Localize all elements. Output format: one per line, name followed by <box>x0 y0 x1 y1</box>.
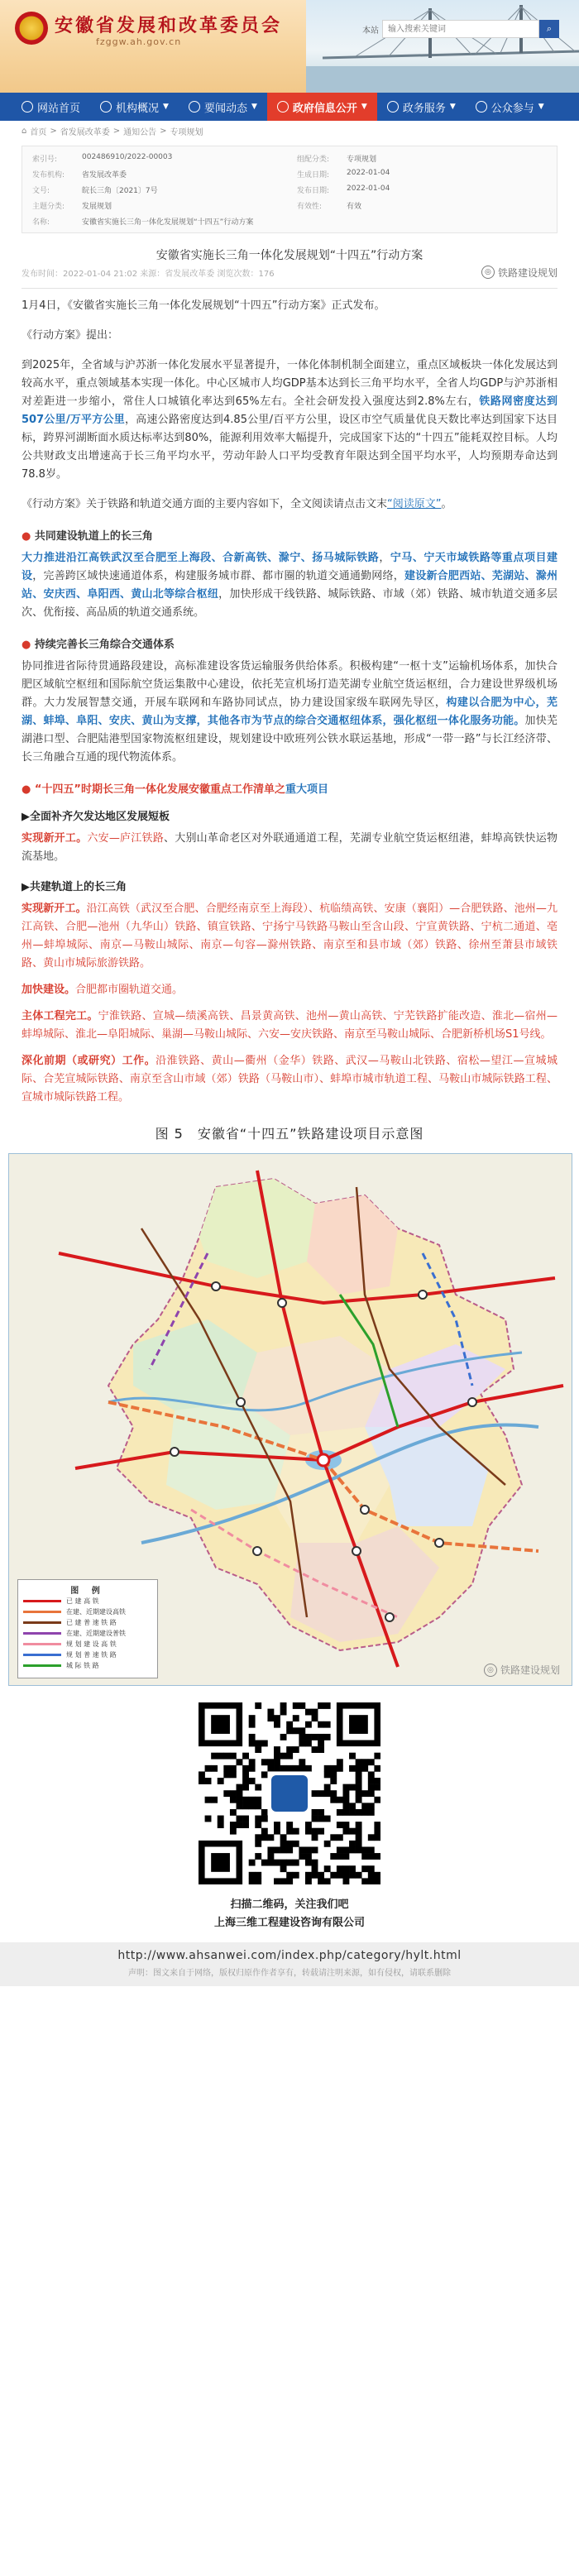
nav-item-label: 政府信息公开 <box>292 102 357 115</box>
section-heading <box>22 635 557 651</box>
watermark-text: 铁路建设规划 <box>500 1664 560 1676</box>
text-run: 加快芜湖港口型、合肥陆港型国家物流枢纽建设，规划建设中欧班列公铁水联运基地，形成“一带一路”与长江经济带、长三角融合互通的现代物流体系。 <box>22 715 557 764</box>
qr-caption <box>0 1896 579 1932</box>
highlight-text: 宁淮铁路、宣城—绩溪高铁、昌景黄高铁、池州—黄山高铁、宁芜铁路扩能改造、淮北—宿州—蚌埠城际、淮北—阜阳城际、巢湖—马鞍山城际、六安—安庆铁路、南京至马鞍山城际、合肥新桥机场S1号线。 <box>22 1010 557 1041</box>
search-input[interactable] <box>382 20 539 38</box>
meta-value: 省发展改革委 <box>82 171 127 180</box>
highlight-text: 六安—庐江铁路 <box>87 832 164 845</box>
nav-item-label: 机构概况 <box>116 102 160 115</box>
sub-heading: ▶全面补齐欠发达地区发展短板 <box>22 811 170 823</box>
paragraph <box>22 900 557 973</box>
sub-heading: ▶共建轨道上的长三角 <box>22 881 127 893</box>
chevron-down-icon: ▼ <box>251 103 257 111</box>
search-scope-label[interactable]: 本站 <box>362 26 379 36</box>
nav-item-services[interactable] <box>377 93 466 121</box>
site-title[interactable]: 安徽省发展和改革委员会 <box>55 16 283 36</box>
chevron-down-icon: ▼ <box>538 103 544 111</box>
nav-item-label: 网站首页 <box>37 102 81 115</box>
legend-swatch <box>23 1611 61 1613</box>
meta-row <box>32 169 545 180</box>
main-nav <box>0 93 579 121</box>
paragraph: 《行动方案》提出： <box>22 329 119 342</box>
legend-row <box>23 1606 152 1617</box>
label-text: 加快建设。 <box>22 984 76 996</box>
label-text: 实现新开工。 <box>22 832 88 845</box>
legend-swatch <box>23 1664 61 1667</box>
legend-label: 已 建 高 铁 <box>66 1597 99 1605</box>
paragraph <box>22 357 557 484</box>
meta-row <box>32 216 545 227</box>
company-name: 上海三维工程建设咨询有限公司 <box>213 1917 365 1929</box>
national-emblem-icon <box>15 12 48 45</box>
map-legend <box>17 1579 158 1678</box>
read-original-link[interactable]: “阅读原文” <box>387 498 442 510</box>
breadcrumb-item[interactable]: 通知公告 <box>123 127 157 137</box>
article-info-bar <box>0 263 579 281</box>
paragraph <box>22 1052 557 1107</box>
text-run: 《行动方案》关于铁路和轨道交通方面的主要内容如下，全文阅读请点击文末 <box>22 498 388 510</box>
header-banner-image <box>306 0 579 93</box>
search-box <box>362 20 559 38</box>
chevron-down-icon: ▼ <box>361 103 367 111</box>
info-icon <box>277 101 289 113</box>
text-run: ， <box>379 552 390 564</box>
meta-row <box>32 153 545 164</box>
highlight-text: 大力推进沿江高铁武汉至合肥至上海段、合新高铁、滁宁、扬马城际铁路 <box>22 552 380 564</box>
section-heading-text: 共同建设轨道上的长三角 <box>34 530 153 543</box>
highlight-text: 构建以合肥为中心，芜湖、蚌埠、阜阳、安庆、黄山为支撑，其他各市为节点的综合交通枢纽体系，强化枢纽一体化服务功能。 <box>22 697 557 727</box>
text-run: ，加快形成干线铁路、城际铁路、市域（郊）铁路、城市轨道交通多层次、优衔接、高品质的轨道交通系统。 <box>22 588 557 619</box>
meta-key: 发布机构: <box>32 171 65 180</box>
breadcrumb-item[interactable]: 首页 <box>30 127 47 137</box>
text-run: ，高速公路密度达到4.85公里/百平方公里，设区市空气质量优良天数比率达到国家下达目标，跨界河湖断面水质达标率达到80%，能源利用效率大幅提升，完成国家下达的“十四五”能耗双控目标。人均公共财政支出增速高于长三角平均水平，劳动年龄人口平均受教育年限达到全国平均水平，人均预期寿命达到78.8岁。 <box>22 414 557 481</box>
chevron-right-icon: > <box>112 126 121 136</box>
company-logo-icon <box>271 1775 308 1812</box>
nav-item-label: 政务服务 <box>402 102 446 115</box>
nav-item-info-public[interactable] <box>267 93 377 121</box>
wechat-account-icon: ◎ <box>481 266 495 279</box>
map-watermark <box>484 1663 560 1677</box>
meta-key: 有效性: <box>297 203 323 211</box>
people-icon <box>476 101 487 113</box>
text-run: ，完善跨区域快速通道体系，构建服务城市群、都市圈的轨道交通通勤网络， <box>32 570 404 582</box>
highlight-text: 沿江高铁（武汉至合肥、合肥经南京至上海段）、杭临绩高铁、安康（襄阳）—合肥铁路、池州—九江高铁、合肥—池州（九华山）铁路、镇宣铁路、宁扬宁马铁路马鞍山至含山段、宁宣黄铁路、宁杭二通道、亳州—蚌埠城际、南京—马鞍山城际、南京—句容—滁州铁路、南京至和县市域（郊）铁路、徐州至萧县市域铁路、黄山市城际旅游铁路。 <box>22 903 557 970</box>
breadcrumb-item[interactable]: 省发展改革委 <box>60 127 110 137</box>
meta-row <box>32 200 545 211</box>
bullet-icon: ● <box>22 639 35 651</box>
paragraph <box>22 549 557 622</box>
highlight-text: 合肥都市圈轨道交通。 <box>75 984 184 996</box>
site-domain: fzggw.ah.gov.cn <box>96 36 182 47</box>
paragraph <box>22 496 557 514</box>
legend-row <box>23 1660 152 1671</box>
meta-key: 名称: <box>32 218 50 227</box>
paragraph <box>22 981 557 999</box>
legend-swatch <box>23 1600 61 1602</box>
meta-value: 2022-01-04 <box>347 184 390 193</box>
meta-key: 生成日期: <box>297 171 330 180</box>
article-info: 发布时间：2022-01-04 21:02 来源：省发展改革委 浏览次数：176 <box>22 269 275 279</box>
service-icon <box>387 101 399 113</box>
legend-label: 城 际 铁 路 <box>66 1662 99 1669</box>
legend-row <box>23 1650 152 1660</box>
legend-swatch <box>23 1621 61 1624</box>
legend-swatch <box>23 1632 61 1635</box>
section-heading <box>22 527 557 543</box>
nav-item-label: 要闻动态 <box>203 102 247 115</box>
label-text: 主体工程完工。 <box>22 1010 98 1022</box>
divider <box>22 288 557 289</box>
paragraph <box>22 830 557 866</box>
footer-bar <box>0 1942 579 1986</box>
meta-value: 专项规划 <box>347 156 377 164</box>
home-icon <box>22 101 33 113</box>
text-run: 、大别山革命老区对外联通通道工程，芜湖专业航空货运枢纽港，蚌埠高铁快运物流基地。 <box>22 832 557 863</box>
railway-map[interactable] <box>8 1153 572 1686</box>
chevron-right-icon: > <box>50 126 57 136</box>
legend-label: 规 划 普 速 铁 路 <box>66 1651 117 1659</box>
label-text: 实现新开工。 <box>22 903 87 915</box>
legend-label: 已 建 普 速 铁 路 <box>66 1619 117 1626</box>
text-run: 到2025年，全省域与沪苏浙一体化发展水平显著提升，一体化体制机制全面建立，重点区域板块一体化发展达到较高水平，重点领域基本实现一体化。中心区城市人均GDP基本达到长三角平均水平，全省人均GDP与沪苏浙相对差距进一步缩小，常住人口城镇化率达到65%左右。全社会研发投入强度达到2.8%左右， <box>22 359 557 408</box>
highlight-text: 沿淮铁路、黄山—衢州（金华）铁路、武汉—马鞍山北铁路、宿松—望江—宣城城际、合芜宣城际铁路、南京至含山市域（郊）铁路（马鞍山市）、蚌埠市城市轨道工程、马鞍山市城际铁路工程、宣城市城际铁路工程。 <box>22 1055 557 1104</box>
chevron-down-icon: ▼ <box>449 103 456 111</box>
highlight-text: 建设新合肥西站、芜湖站、滁州站、安庆西、阜阳西、黄山北等综合枢纽 <box>22 570 557 601</box>
paragraph: 1月4日，《安徽省实施长三角一体化发展规划“十四五”行动方案》正式发布。 <box>22 299 385 312</box>
legend-swatch <box>23 1643 61 1645</box>
meta-value: 2022-01-04 <box>347 169 390 177</box>
meta-key: 发布日期: <box>297 187 330 195</box>
legend-row <box>23 1596 152 1606</box>
legend-swatch <box>23 1654 61 1656</box>
meta-value: 发展规划 <box>82 203 112 211</box>
paragraph <box>22 1008 557 1044</box>
nav-item-label: 公众参与 <box>490 102 534 115</box>
watermark-text: 铁路建设规划 <box>497 266 557 279</box>
footer-url-link[interactable]: http://www.ahsanwei.com/index.php/category/hylt.html <box>117 1949 462 1962</box>
text-run: 协同推进省际待贯通路段建设，高标准建设客货运输服务供给体系。积极构建“一枢十支”运输机场体系，加快合肥区域航空枢纽和国际航空货运集散中心建设，依托芜宣机场打造芜湖专业航空货运枢纽，合力建设世界级机场群。大力发展智慧交通，开展车联网和车路协同试点，协力建设国家级车联网先导区， <box>22 660 557 709</box>
chevron-right-icon: > <box>160 126 167 136</box>
news-icon <box>189 101 200 113</box>
org-icon <box>100 101 112 113</box>
meta-value: 安徽省实施长三角一体化发展规划“十四五”行动方案 <box>82 218 254 227</box>
qr-caption-line: 扫描二维码，关注我们吧 <box>230 1898 349 1911</box>
bullet-icon: ● <box>22 783 35 796</box>
label-text: 深化前期（或研究）工作。 <box>22 1055 156 1067</box>
nav-item-public[interactable] <box>466 93 554 121</box>
meta-value: 002486910/2022-00003 <box>82 153 173 161</box>
meta-key: 文号: <box>32 187 50 195</box>
section-heading-text: 持续完善长三角综合交通体系 <box>34 639 175 651</box>
paragraph <box>22 658 557 767</box>
section-heading-text: “十四五”时期长三角一体化发展安徽重点工作清单之 <box>34 783 285 796</box>
breadcrumb-item[interactable]: 专项规划 <box>170 127 203 137</box>
text-run: 。 <box>441 498 452 510</box>
meta-key: 索引号: <box>32 156 58 164</box>
legend-title: 图 例 <box>70 1587 105 1596</box>
legend-label: 规 划 建 设 高 铁 <box>66 1640 117 1648</box>
highlight-text: 铁路网密度达到507公里/万平方公里 <box>22 395 557 426</box>
home-icon: ⌂ <box>22 126 27 136</box>
legend-row <box>23 1639 152 1650</box>
legend-label: 在建、近期建设高铁 <box>66 1608 126 1616</box>
legend-row <box>23 1617 152 1628</box>
legend-row <box>23 1628 152 1639</box>
qr-code-graphic <box>199 1702 380 1884</box>
bullet-icon: ● <box>22 530 35 543</box>
section-heading-text: 重大项目 <box>285 783 328 796</box>
qr-code[interactable] <box>199 1702 380 1884</box>
breadcrumb <box>0 121 579 141</box>
highlight-text: 宁马、宁天市域铁路等重点项目建设 <box>22 552 557 582</box>
section-heading <box>22 780 557 796</box>
search-button[interactable] <box>539 20 559 38</box>
nav-item-home[interactable] <box>12 93 90 121</box>
site-header <box>0 0 579 93</box>
nav-item-org[interactable] <box>90 93 179 121</box>
search-icon: ⌕ <box>546 23 553 34</box>
meta-value: 皖长三角〔2021〕7号 <box>82 187 158 195</box>
article-title: 安徽省实施长三角一体化发展规划“十四五”行动方案 <box>156 249 423 262</box>
document-meta-box <box>22 146 557 233</box>
nav-item-news[interactable] <box>179 93 267 121</box>
meta-key: 组配分类: <box>297 156 330 164</box>
footer-disclaimer: 声明：图文来自于网络，版权归原作作者享有，转载请注明来源，如有侵权，请联系删除 <box>128 1969 451 1978</box>
meta-value: 有效 <box>347 203 362 211</box>
watermark <box>481 266 557 280</box>
wechat-account-icon: ◎ <box>484 1664 497 1677</box>
legend-label: 在建、近期建设普铁 <box>66 1630 126 1637</box>
article-body <box>0 297 579 1107</box>
meta-row <box>32 184 545 195</box>
figure-caption: 图 5 安徽省“十四五”铁路建设项目示意图 <box>155 1126 424 1142</box>
chevron-down-icon: ▼ <box>163 103 169 111</box>
meta-key: 主题分类: <box>32 203 65 211</box>
